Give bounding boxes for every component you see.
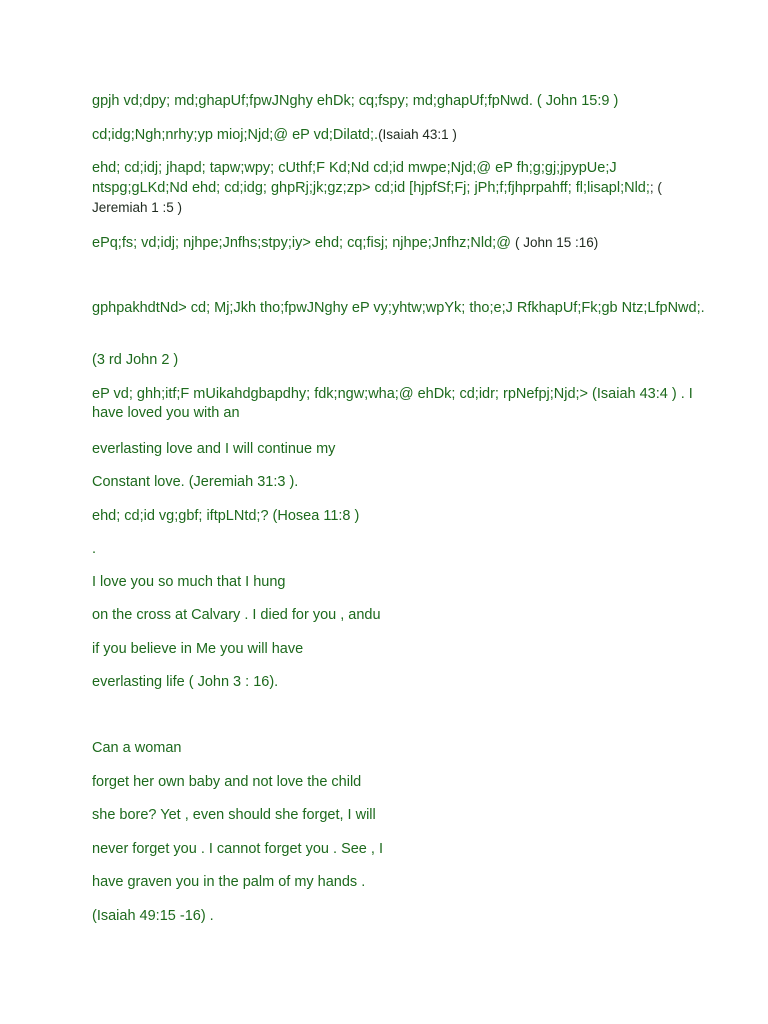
paragraph-text: (3 rd John 2 ) <box>92 352 179 368</box>
paragraph-text: I love you so much that I hung <box>92 574 286 590</box>
paragraph-text: never forget you . I cannot forget you . See , I <box>92 841 383 857</box>
paragraph-john-15-16 <box>92 233 712 253</box>
paragraph-text: cd;idg;Ngh;nrhy;yp mioj;Njd;@ eP vd;Dilatd;. <box>92 127 379 143</box>
paragraph-blessing <box>92 299 712 318</box>
paragraph-jeremiah-1-5 <box>92 159 712 218</box>
text-line <box>92 873 712 892</box>
paragraph-text: she bore? Yet , even should she forget, I will <box>92 807 376 823</box>
paragraph-text: Can a woman <box>92 740 182 756</box>
text-line <box>92 606 712 625</box>
paragraph-text: (Isaiah 49:15 -16) . <box>92 908 214 924</box>
text-line <box>92 573 712 592</box>
text-line <box>92 440 712 459</box>
paragraph-text: everlasting love and I will continue my <box>92 441 336 457</box>
text-line <box>92 806 712 825</box>
scripture-reference: (Isaiah 43:1 ) <box>378 127 457 142</box>
paragraph-text: Constant love. (Jeremiah 31:3 ). <box>92 474 299 490</box>
paragraph-text: have graven you in the palm of my hands . <box>92 874 366 890</box>
paragraph-text: ehd; cd;idj; jhapd; tapw;wpy; cUthf;F Kd;Nd cd;id mwpe;Njd;@ eP fh;g;gj;jpypUe;J ntspg;gLKd;Nd ehd; cd;idg; ghpRj;jk;gz;zp> cd;id [hjpfSf;Fj; jPh;f;fjhprpahff; fl;lisapl;Nld; <box>92 160 650 196</box>
scripture-reference: ( John 15:9 ) <box>532 93 619 109</box>
paragraph-text: gphpakhdtNd> cd; Mj;Jkh tho;fpwJNghy eP vy;yhtw;wpYk; tho;e;J RfkhapUf;Fk;gb Ntz;LfpNwd;. <box>92 300 705 316</box>
paragraph-text: forget her own baby and not love the child <box>92 774 362 790</box>
scripture-reference: ; ( Jeremiah 1 :5 ) <box>92 180 662 215</box>
scripture-reference: ( John 15 :16) <box>514 235 599 250</box>
text-line <box>92 907 712 926</box>
paragraph-isaiah-43-4 <box>92 385 712 423</box>
paragraph-text: ehd; cd;id vg;gbf; iftpLNtd;? (Hosea 11:8 ) <box>92 508 360 524</box>
paragraph-3-john-2 <box>92 351 712 370</box>
text-line <box>92 673 712 692</box>
paragraph-text: on the cross at Calvary . I died for you , andu <box>92 607 381 623</box>
paragraph-text: eP vd; ghh;itf;F mUikahdgbapdhy; fdk;ngw;wha;@ ehDk; cd;idr; rpNefpj;Njd;> (Isaiah 43:4 ) . I have loved you with an <box>92 386 693 421</box>
text-line <box>92 473 712 492</box>
paragraph-text: if you believe in Me you will have <box>92 641 304 657</box>
text-line <box>92 840 712 859</box>
text-line <box>92 540 712 559</box>
paragraph-text: everlasting life ( John 3 : 16). <box>92 674 279 690</box>
text-line <box>92 739 712 758</box>
text-line <box>92 773 712 792</box>
paragraph-hosea-11-8 <box>92 507 712 526</box>
paragraph-isaiah-43-1 <box>92 125 712 145</box>
text-line <box>92 640 712 659</box>
paragraph-text: gpjh vd;dpy; md;ghapUf;fpwJNghy ehDk; cq;fspy; md;ghapUf;fpNwd. <box>92 93 533 109</box>
paragraph-text: ePq;fs; vd;idj; njhpe;Jnfhs;stpy;iy> ehd; cq;fisj; njhpe;Jnfhz;Nld;@ <box>92 235 515 251</box>
paragraph-john-15-9 <box>92 92 712 111</box>
paragraph-text: . <box>92 541 97 557</box>
